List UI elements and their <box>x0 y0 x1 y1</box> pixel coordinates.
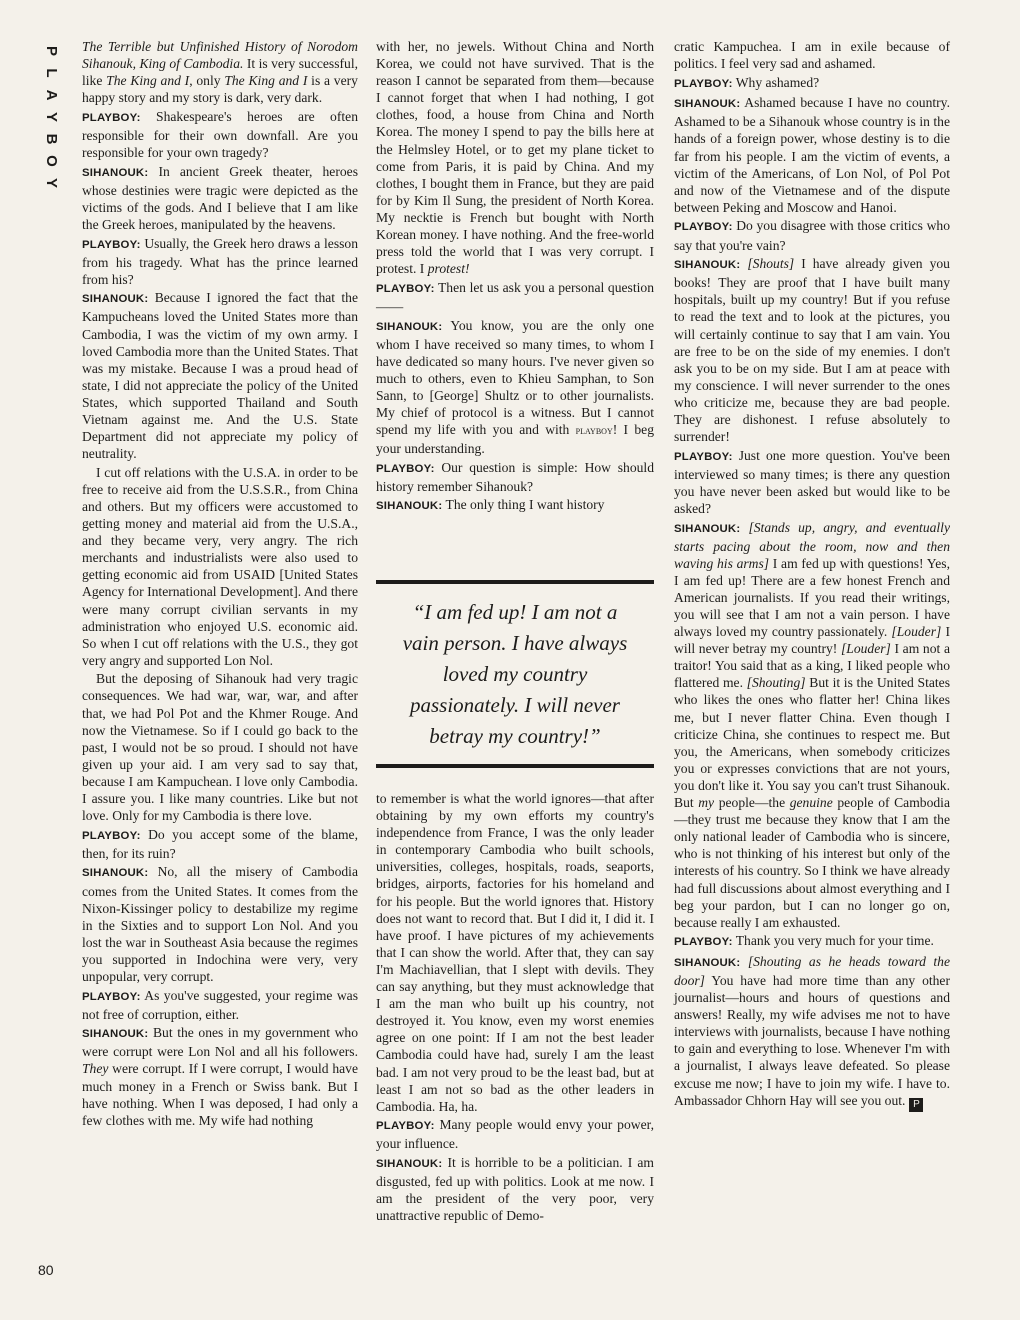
answer-continued <box>376 38 654 277</box>
running-head-letter: A <box>43 89 60 101</box>
answer-continued: But the deposing of Sihanouk had very tragic consequences. We had war, war, war, and after that, we had Pol Pot and the Khmer Rouge. And now the Vietnamese. So if I could go back to the past, I would not be so proud. I should not have given up your aid. I am very sad to say that, because I am Kampuchean. I love only Cambodia. I assure you. I like many countries. Like but not love. Only for my Cambodia is there love. <box>82 671 358 824</box>
answer-text: ! I beg your understanding. <box>376 422 655 457</box>
stage-direction: [Shouting as he heads toward the door] <box>674 953 950 988</box>
question-text: Usually, the Greek hero draws a lesson from his tragedy. What has the prince learned from his? <box>82 235 358 287</box>
speaker-label: PLAYBOY: <box>82 111 141 124</box>
stage-direction: [Shouting] <box>746 675 806 691</box>
emphasis: genuine <box>789 795 833 811</box>
running-head <box>42 40 60 194</box>
answer <box>82 863 358 985</box>
question <box>674 932 950 951</box>
speaker-label: PLAYBOY: <box>674 221 733 234</box>
question-text: Many people would envy your power, your influence. <box>376 1117 654 1152</box>
answer <box>674 255 950 445</box>
question <box>376 279 654 315</box>
speaker-label: SIHANOUK: <box>376 320 443 333</box>
running-head-letter: Y <box>43 177 60 188</box>
answer-text: I am not a traitor! You said that as a king, I liked people who flattered me. <box>674 641 950 691</box>
answer-text: were corrupt. If I were corrupt, I would have much money in a French or Swiss bank. But I have nothing. When I was deposed, I had only a few clothes with me. My wife had nothing <box>82 1061 358 1128</box>
answer <box>82 1024 358 1129</box>
speaker-label: PLAYBOY: <box>674 77 733 90</box>
answer-text: No, all the misery of Cambodia comes from the United States. It comes from the Nixon-Kissinger policy to destabilize my regime in the Sixties and to support Lon Nol. And you lost the war in Southeast Asia because the regimes you supported in Indochina were very, very unpopular, very corrupt. <box>82 864 358 984</box>
text: It is very successful, like <box>82 56 358 89</box>
text: is a very happy story and my story is dark, very dark. <box>82 73 358 106</box>
stage-direction: [Stands up, angry, and eventually starts pacing about the room, now and then waving his arms] <box>674 519 950 571</box>
answer <box>376 1154 654 1224</box>
column-3 <box>674 38 950 1113</box>
question-text: Then let us ask you a personal question—— <box>376 279 654 314</box>
question <box>674 217 950 253</box>
answer-text: You know, you are the only one whom I have received so many times, to whom I have dedicated so many hours. I've never given so much to others, even to Khieu Samphan, to Son Sann, to [George] Shultz or to other journalists. My chief of protocol is a witness. But I cannot spend my life with you and with <box>376 317 654 438</box>
answer <box>82 289 358 462</box>
answer-continued: cratic Kampuchea. I am in exile because of politics. I feel very sad and ashamed. <box>674 39 950 72</box>
question-text: Thank you very much for your time. <box>732 933 934 949</box>
paragraph <box>82 38 358 106</box>
answer <box>376 496 654 515</box>
text: , only <box>189 73 225 89</box>
speaker-label: SIHANOUK: <box>376 1157 443 1170</box>
column-1 <box>82 38 358 1130</box>
answer <box>674 519 950 931</box>
question-text: Our question is simple: How should history remember Sihanouk? <box>376 459 654 494</box>
running-head-letter: B <box>43 133 60 145</box>
question <box>82 235 358 288</box>
end-mark-icon: P <box>909 1098 923 1112</box>
speaker-label: PLAYBOY: <box>376 282 435 295</box>
answer-continued: to remember is what the world ignores—that after obtaining by my own efforts my country's independence from France, I was the only leader in contemporary Cambodia who built schools, universities, colleges, hospitals, roads, seaports, bridges, airports, factories for his homeland and for his people. But the world ignores that. History does not want to record that. But I did it, I did it. I have proof. I have pictures of my achievements that I can show the world. After that, they can say I'm Machiavellian, that I slept with devils. They can say anything, but they must acknowledge that I am the man who built up his country, not destroyed it. You know, even my worst enemies agree on one point: If I am not the best leader Cambodia could have had, surely I am the least bad. I am not very proud to be the least bad, but at least I am not so bad as the other leaders in Cambodia. Ha, ha. <box>376 791 654 1114</box>
book-title: The King and I <box>106 73 190 89</box>
emphasis: They <box>82 1061 109 1077</box>
answer-text: It is horrible to be a politician. I am disgusted, fed up with politics. Look at me now. I am the president of the very poor, very unattractive republic of Demo- <box>376 1154 654 1224</box>
question-text: Shakespeare's heroes are often responsible for their own downfall. Are you responsible for your own tragedy? <box>82 108 358 161</box>
speaker-label: SIHANOUK: <box>674 98 741 111</box>
answer-text: In ancient Greek theater, heroes whose destinies were tragic were depicted as the victims of the gods. And I believe that I am like the Greek heroes, manipulated by the heavens. <box>82 163 358 232</box>
speaker-label: PLAYBOY: <box>376 1120 435 1133</box>
answer-text: people of Cambodia—they trust me because they know that I am the only national leader of Cambodia who is sincere, who is not thinking of his interest but only of the interests of his country. So I think we have already had full discussions about almost everything and I beg your pardon, but I can no longer go on, because really I am exhausted. <box>674 795 950 930</box>
speaker-label: PLAYBOY: <box>82 990 141 1003</box>
running-head-letter: L <box>43 68 60 78</box>
answer <box>82 163 358 233</box>
column-2-continued <box>376 790 654 1226</box>
speaker-label: PLAYBOY: <box>82 238 141 251</box>
speaker-label: SIHANOUK: <box>674 259 741 272</box>
answer-text: with her, no jewels. Without China and North Korea, we could not have survived. That is the reason I cannot be separated from them—because I cannot forget that when I had nothing, I got clothes, food, a house from China and North Korea. The money I spend to pay the bills here at the Helmsley Hotel, or to get my plane ticket to come from Paris, it is paid by China. And my clothes, I bought them in France, but they are paid for by Kim Il Sung, the president of North Korea. My necktie is French but bought with North Korean money. I have nothing. And the free-world press told the world that I was very corrupt. I protest. I <box>376 39 654 277</box>
speaker-label: PLAYBOY: <box>674 936 733 949</box>
book-title: The King and I <box>224 73 308 89</box>
magazine-name: playboy <box>575 425 613 438</box>
pull-quote-text: “I am fed up! I am not a vain person. I have always loved my country passionately. I will never betray my country!” <box>402 599 628 748</box>
speaker-label: PLAYBOY: <box>82 829 141 842</box>
emphasis: protest! <box>427 261 470 277</box>
speaker-label: SIHANOUK: <box>82 1028 149 1041</box>
answer-text: But the ones in my government who were corrupt were Lon Nol and all his followers. <box>82 1025 358 1060</box>
question <box>82 108 358 161</box>
speaker-label: SIHANOUK: <box>82 166 149 179</box>
speaker-label: SIHANOUK: <box>82 293 149 306</box>
stage-direction: [Louder] <box>840 641 891 657</box>
answer <box>674 953 950 1112</box>
question-text: Do you accept some of the blame, then, for its ruin? <box>82 826 358 861</box>
question-text: Just one more question. You've been interviewed so many times; is there any question you have never been asked but would like to be asked? <box>674 447 950 516</box>
question-text: Do you disagree with those critics who say that you're vain? <box>674 218 950 253</box>
answer-text: Because I ignored the fact that the Kampucheans loved the United States more than Cambodia, I was the victim of my own army. I loved Cambodia more than the United States. That was my mistake. Because I was a proud head of state, I did not appreciate the policy of the United States, which supported Thailand and South Vietnam against me. And the U.S. State Department did not appreciate my policy of neutrality. <box>82 290 358 462</box>
answer <box>376 317 654 458</box>
stage-direction: [Louder] <box>891 624 942 640</box>
running-head-letter: P <box>43 45 60 56</box>
question <box>376 459 654 495</box>
question <box>674 74 950 93</box>
answer <box>674 94 950 216</box>
book-title: The Terrible but Unfinished History of Norodom Sihanouk, King of Cambodia. <box>82 39 358 72</box>
answer-text: I have already given you books! They are proof that I have built many hospitals, built up my country! But if you refuse to read the text and to look at the pictures, you will certainly continue to say that I am vain. You are free to be on the side of my enemies. I don't ask you to be on my side. But I am at peace with my conscience. I will never surrender to the ones who criticize me, because they are bad people. They are dishonest. I refuse absolutely to surrender! <box>674 256 950 445</box>
question <box>82 826 358 862</box>
answer-text: people—the <box>714 795 790 811</box>
answer-text: I am fed up with questions! Yes, I am fed up! There are a few honest French and American journalists. If you read their writings, you will see that I am not a vain person. I have always loved my country passionately. <box>674 555 950 640</box>
question <box>376 1116 654 1152</box>
question-text: As you've suggested, your regime was not free of corruption, either. <box>82 987 358 1022</box>
emphasis: my <box>698 795 715 811</box>
answer-continued: I cut off relations with the U.S.A. in order to be free to receive aid from the U.S.S.R., from China and others. But my officers were accustomed to getting money and material aid from the U.S.A., and they became very, very angry. The rich merchants and industrialists were also used to getting economic aid from USAID [United States Agency for International Development]. And there were many corrupt civilian servants in my administration who enjoyed U.S. economic aid. So when I cut off relations with the U.S., they got very angry and supported Lon Nol. <box>82 464 358 668</box>
speaker-label: PLAYBOY: <box>674 450 733 463</box>
answer-text: You have had more time than any other journalist—hours and hours of questions and answers! Really, my wife advises me not to have interviews with journalists, because I have nothing to gain and everything to lose. Whenever I'm with a journalist, I always leave defeated. So please excuse me now; I have to join my wife. I have to. Ambassador Chhorn Hay will see you out. <box>674 972 950 1108</box>
answer-text: The only thing I want history <box>442 497 605 513</box>
speaker-label: SIHANOUK: <box>376 500 443 513</box>
running-head-letter: O <box>43 155 60 167</box>
answer-text: But it is the United States who likes the ones who flatter her! China likes me, but I never flatter China. Even though I criticize China, she continues to respect me. But you, the Americans, when somebody criticizes you or expresses convictions that are not yours, you don't like it. You say you can't trust Sihanouk. But <box>674 675 950 811</box>
answer-text: Ashamed because I have no country. Ashamed to be a Sihanouk whose country is in the hands of a foreign power, whose destiny is to die far from his people. I am the victim of events, a victim of the Americans, of Lon Nol, of Pol Pot and now of the Vietnamese and of the dispute between Peking and Moscow and Hanoi. <box>674 95 950 215</box>
question <box>674 447 950 517</box>
running-head-letter: Y <box>43 111 60 122</box>
column-2 <box>376 38 654 517</box>
page-number: 80 <box>38 1262 54 1278</box>
stage-direction: [Shouts] <box>747 256 795 272</box>
speaker-label: SIHANOUK: <box>674 956 741 969</box>
question-text: Why ashamed? <box>732 74 820 90</box>
answer-text: I will never betray my country! <box>674 624 950 657</box>
question <box>82 987 358 1023</box>
speaker-label: SIHANOUK: <box>674 522 741 535</box>
speaker-label: PLAYBOY: <box>376 462 435 475</box>
pull-quote <box>376 580 654 768</box>
speaker-label: SIHANOUK: <box>82 867 149 880</box>
